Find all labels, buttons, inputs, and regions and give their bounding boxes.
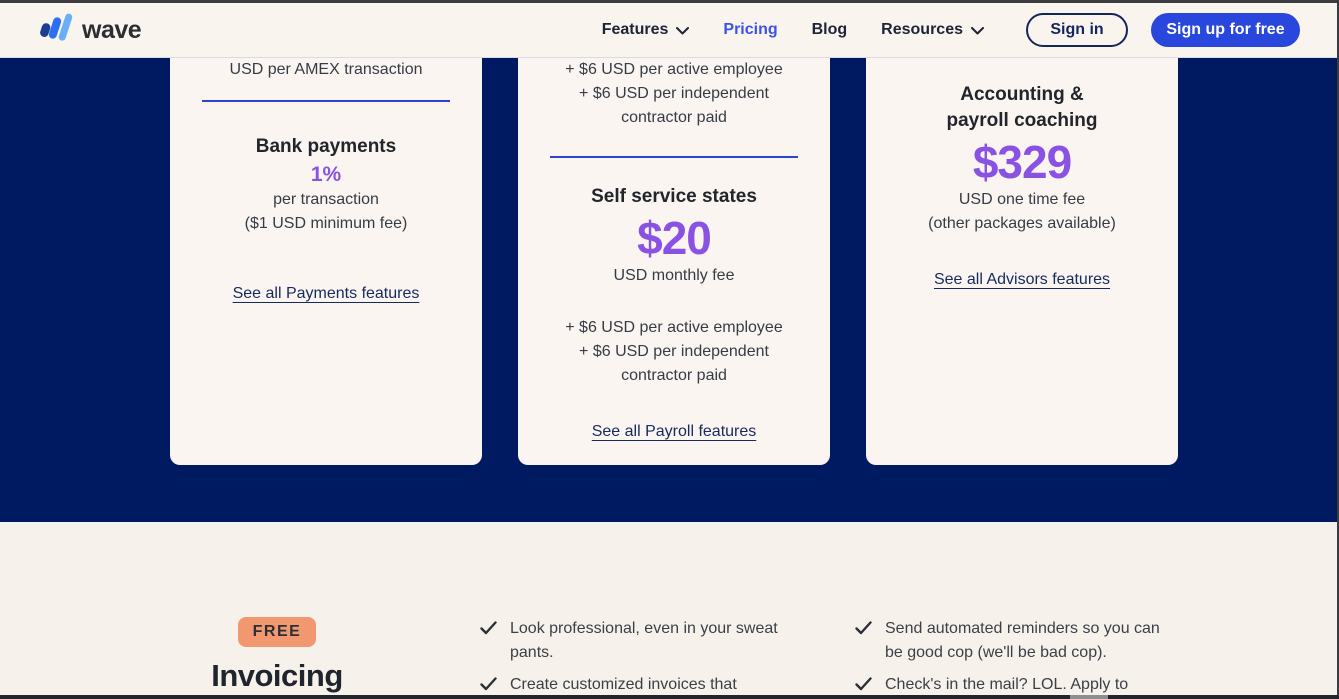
window-top-edge [0, 0, 1339, 3]
nav-item-label: Pricing [723, 21, 778, 38]
see-all-payments-link[interactable]: See all Payments features [232, 285, 420, 302]
nav-item-label: Features [601, 21, 669, 38]
card-partial-line: USD per AMEX transaction [229, 61, 423, 78]
feature-item [855, 673, 1175, 697]
top-navbar [0, 3, 1339, 58]
card-divider [202, 100, 450, 102]
price-subtext: USD one time fee [958, 191, 1086, 208]
nav-item-features[interactable] [602, 20, 690, 40]
card-extra-line: + $6 USD per active employee [565, 319, 783, 336]
feature-item [855, 617, 1175, 665]
price-subtext: ($1 USD minimum fee) [244, 215, 408, 232]
feature-item [480, 617, 800, 665]
price-subtext: per transaction [273, 191, 379, 208]
feature-text: Look professional, even in your sweat pants. [510, 620, 778, 661]
feature-text: Check's in the mail? LOL. Apply to [885, 676, 1129, 693]
nav-item-resources[interactable] [881, 20, 984, 40]
sign-in-button[interactable]: Sign in [1026, 13, 1128, 47]
nav-item-pricing[interactable] [723, 21, 777, 39]
wave-logo-icon [40, 13, 74, 48]
pricing-card-payroll [518, 58, 830, 465]
pricing-card-advisors [866, 58, 1178, 465]
free-badge: FREE [238, 617, 317, 647]
card-title-line: Accounting & [960, 84, 1084, 105]
sign-up-button[interactable]: Sign up for free [1151, 13, 1300, 47]
price-value: $329 [972, 136, 1072, 188]
feature-text: Send automated reminders so you can be good cop (we'll be bad cop). [885, 620, 1160, 661]
see-all-payroll-link[interactable]: See all Payroll features [591, 423, 757, 440]
brand-name: wave [82, 15, 142, 44]
card-section-title: Self service states [591, 186, 757, 207]
chevron-down-icon [676, 22, 689, 40]
invoicing-title: Invoicing [211, 658, 343, 693]
see-all-advisors-link[interactable]: See all Advisors features [933, 271, 1111, 288]
window-bottom-edge [0, 695, 1339, 699]
card-partial-line: + $6 USD per active employee [565, 61, 783, 78]
checkmark-icon [855, 621, 872, 640]
price-subtext: USD monthly fee [613, 267, 735, 284]
card-partial-line: + $6 USD per independent [579, 85, 769, 102]
price-value: 1% [310, 163, 342, 186]
price-subtext: (other packages available) [928, 215, 1116, 232]
pricing-cards [170, 58, 1339, 465]
price-value: $20 [637, 212, 711, 264]
primary-nav [602, 20, 984, 40]
feature-item [480, 673, 800, 697]
features-column-left [480, 617, 800, 695]
invoicing-header [170, 522, 384, 695]
pricing-card-payments [170, 58, 482, 465]
checkmark-icon [855, 677, 872, 696]
features-column-right [855, 617, 1175, 695]
card-extra-line: + $6 USD per independent [579, 343, 769, 360]
nav-item-label: Blog [811, 21, 848, 38]
card-section-title [886, 82, 1158, 134]
card-section-title: Bank payments [255, 136, 397, 157]
nav-buttons [1026, 13, 1300, 47]
checkmark-icon [480, 621, 497, 640]
nav-item-label: Resources [881, 21, 963, 38]
card-title-line: payroll coaching [946, 110, 1098, 131]
card-divider [550, 156, 798, 158]
wave-logo[interactable] [40, 13, 141, 48]
chevron-down-icon [971, 22, 984, 40]
card-extra-line: contractor paid [621, 367, 727, 384]
invoicing-features [480, 522, 1175, 695]
pricing-hero-section [0, 58, 1339, 522]
checkmark-icon [480, 677, 497, 696]
feature-text: Create customized invoices that [510, 676, 737, 693]
nav-item-blog[interactable] [812, 21, 848, 39]
invoicing-section [0, 522, 1339, 695]
card-partial-line: contractor paid [621, 109, 727, 126]
bottom-bar-segment [1070, 695, 1108, 699]
